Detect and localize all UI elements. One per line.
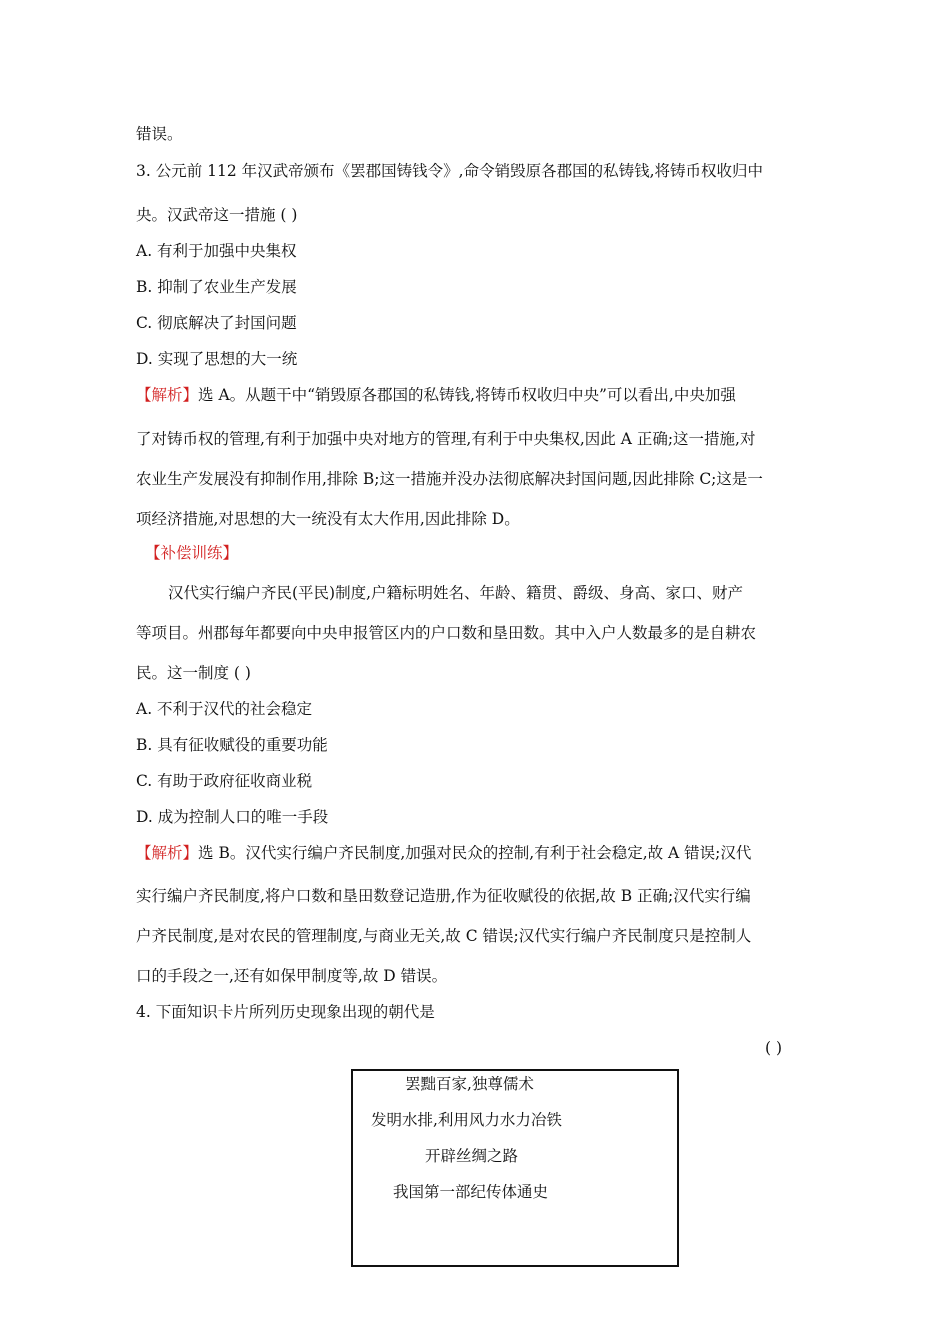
analysis-paragraph-line bbox=[136, 385, 736, 405]
analysis-text: 项经济措施,对思想的大一统没有太大作用,因此排除 D。 bbox=[136, 510, 520, 528]
analysis-text: 选 B。汉代实行编户齐民制度,加强对民众的控制,有利于社会稳定,故 A 错误;汉代 bbox=[198, 844, 752, 862]
supplement-stem: 等项目。州郡每年都要向中央申报管区内的户口数和垦田数。其中入户人数最多的是自耕农 bbox=[136, 624, 757, 642]
analysis-text: 选 A。从题干中“销毁原各郡国的私铸钱,将铸币权收归中央”可以看出,中央加强 bbox=[198, 386, 736, 404]
supplement-stem: 汉代实行编户齐民(平民)制度,户籍标明姓名、年龄、籍贯、爵级、身高、家口、财产 bbox=[168, 584, 744, 602]
supplement-stem: 民。这一制度 ( ) bbox=[136, 664, 251, 682]
analysis-text: 了对铸币权的管理,有利于加强中央对地方的管理,有利于中央集权,因此 A 正确;这一措施,对 bbox=[136, 430, 756, 448]
option-c: C. 有助于政府征收商业税 bbox=[136, 772, 313, 790]
analysis-text: 实行编户齐民制度,将户口数和垦田数登记造册,作为征收赋役的依据,故 B 正确;汉代实行编 bbox=[136, 887, 751, 905]
card-item: 罢黜百家,独尊儒术 bbox=[405, 1075, 534, 1093]
analysis-text: 农业生产发展没有抑制作用,排除 B;这一措施并没办法彻底解决封国问题,因此排除 C;这是一 bbox=[136, 470, 763, 488]
knowledge-card bbox=[351, 1069, 679, 1267]
card-item: 我国第一部纪传体通史 bbox=[393, 1183, 549, 1201]
answer-paren: ( ) bbox=[765, 1039, 783, 1057]
question-4-stem: 4. 下面知识卡片所列历史现象出现的朝代是 bbox=[136, 1003, 435, 1021]
supplement-tag: 【补偿训练】 bbox=[145, 544, 239, 562]
option-a: A. 有利于加强中央集权 bbox=[136, 242, 297, 260]
option-d: D. 实现了思想的大一统 bbox=[136, 350, 298, 368]
analysis-text: 口的手段之一,还有如保甲制度等,故 D 错误。 bbox=[136, 967, 448, 985]
option-b: B. 具有征收赋役的重要功能 bbox=[136, 736, 328, 754]
question-3-stem: 3. 公元前 112 年汉武帝颁布《罢郡国铸钱令》,命令销毁原各郡国的私铸钱,将铸币权收归中 bbox=[136, 162, 764, 180]
analysis-tag: 【解析】 bbox=[136, 386, 199, 404]
analysis-text: 户齐民制度,是对农民的管理制度,与商业无关,故 C 错误;汉代实行编户齐民制度只是控制人 bbox=[136, 927, 752, 945]
card-item: 发明水排,利用风力水力冶铁 bbox=[371, 1111, 562, 1129]
option-c: C. 彻底解决了封国问题 bbox=[136, 314, 297, 332]
question-3-stem-cont: 央。汉武帝这一措施 ( ) bbox=[136, 206, 298, 224]
analysis-tag: 【解析】 bbox=[136, 844, 199, 862]
option-d: D. 成为控制人口的唯一手段 bbox=[136, 808, 329, 826]
option-b: B. 抑制了农业生产发展 bbox=[136, 278, 297, 296]
text-line: 错误。 bbox=[136, 125, 183, 143]
option-a: A. 不利于汉代的社会稳定 bbox=[136, 700, 313, 718]
card-item: 开辟丝绸之路 bbox=[425, 1147, 519, 1165]
analysis-paragraph-line bbox=[136, 843, 751, 863]
